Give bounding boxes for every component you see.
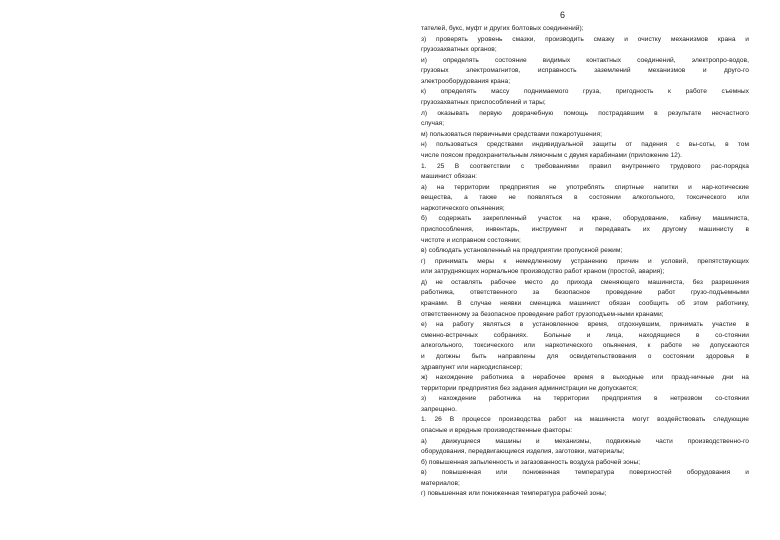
text-line: г) повышенная или пониженная температура рабочей зоны; <box>421 490 607 498</box>
text-line: приспособления, инвентарь, инструмент и передавать их другому машинисту в <box>421 225 749 233</box>
text-line: работника, ответственного за безопасное проведение работ грузо-подъемными <box>421 289 749 297</box>
text-line: машинист обязан: <box>421 173 477 181</box>
text-line: м) пользоваться первичными средствами пожаротушения; <box>421 130 602 138</box>
text-line: или затрудняющих нормальное производство работ краном (простой, авария); <box>421 268 665 276</box>
text-line: чистоте и исправном состоянии; <box>421 236 521 244</box>
text-line: алкогольного, токсического или наркотического опьянения, к работе не допускаются <box>421 342 749 350</box>
text-line: з) нахождение работника на территории предприятия в нетрезвом со-стоянии <box>421 395 749 403</box>
document-body-text <box>421 24 749 500</box>
text-line: грузозахватных органов; <box>421 46 497 54</box>
text-line: и должны быть направлены для освидетельствования о состоянии здоровья в <box>421 352 749 360</box>
text-line: запрещено. <box>421 405 457 413</box>
text-line: числе поясом предохранительным лямочным с двумя карабинами (приложение 12). <box>421 151 682 159</box>
text-line: е) на работу являться в установленное время, отдохнувшим, принимать участие в <box>421 321 749 329</box>
text-line: и) определять состояние видимых контактных соединений, электропро-водов, <box>421 56 749 64</box>
text-line: б) содержать закрепленный участок на кране, оборудование, кабину машиниста, <box>421 215 749 223</box>
text-line: вещества, а также не появляться в состоянии алкогольного, токсического или <box>421 194 749 202</box>
text-line: 1. 26 В процессе производства работ на машиниста могут воздействовать следующие <box>421 416 749 424</box>
text-line: в) повышенная или пониженная температура поверхностей оборудования и <box>421 469 749 477</box>
text-line: кранами. В случае неявки сменщика машинист обязан сообщить об этом работнику, <box>421 300 749 308</box>
text-line: случая; <box>421 120 445 128</box>
text-line: оборудования, передвигающиеся изделия, заготовки, материалы; <box>421 448 625 456</box>
text-line: а) движущиеся машины и механизмы, подвижные части производственно-го <box>421 437 749 445</box>
text-line: ж) нахождение работника в нерабочее время в выходные или празд-ничные дни на <box>421 374 749 382</box>
text-line: тателей, букс, муфт и других болтовых соединений); <box>421 25 584 32</box>
text-line: сменно-встречных собраниях. Больные и лица, находящиеся в со-стоянии <box>421 331 749 339</box>
text-line: в) соблюдать установленный на предприятии пропускной режим; <box>421 247 623 255</box>
text-line: н) пользоваться средствами индивидуальной защиты от падения с вы-соты, в том <box>421 141 749 149</box>
text-line: д) не оставлять рабочее место до прихода сменяющего машиниста, без разрешения <box>421 278 749 286</box>
text-line: з) проверять уровень смазки, производить смазку и очистку механизмов крана и <box>421 35 749 43</box>
text-line: г) принимать меры к немедленному устранению причин и условий, препятствующих <box>421 257 749 265</box>
page-number: 6 <box>560 10 566 20</box>
text-line: 1. 25 В соответствии с требованиями правил внутреннего трудового рас-порядка <box>421 162 749 170</box>
text-line: здравпункт или наркодиспансер; <box>421 363 523 371</box>
text-line: к) определять массу поднимаемого груза, пригодность к работе съемных <box>421 88 749 96</box>
text-line: л) оказывать первую доврачебную помощь пострадавшим в результате несчастного <box>421 109 749 117</box>
text-line: грузозахватных приспособлений и тары; <box>421 99 546 107</box>
text-line: б) повышенная запыленность и загазованность воздуха рабочей зоны; <box>421 458 641 466</box>
text-line: территории предприятия без задания администрации не допускается; <box>421 384 638 392</box>
text-line: материалов; <box>421 479 460 487</box>
text-line: ответственному за безопасное проведение работ грузоподъем-ными кранами; <box>421 310 664 318</box>
text-line: наркотического опьянения; <box>421 204 505 212</box>
text-line: а) на территории предприятия не употреблять спиртные напитки и нар-котические <box>421 183 749 191</box>
text-line: электрооборудования крана; <box>421 77 511 85</box>
text-line: опасные и вредные производственные факторы: <box>421 426 573 434</box>
text-line: грузовых электромагнитов, исправность заземлений механизмов и друго-го <box>421 67 749 75</box>
